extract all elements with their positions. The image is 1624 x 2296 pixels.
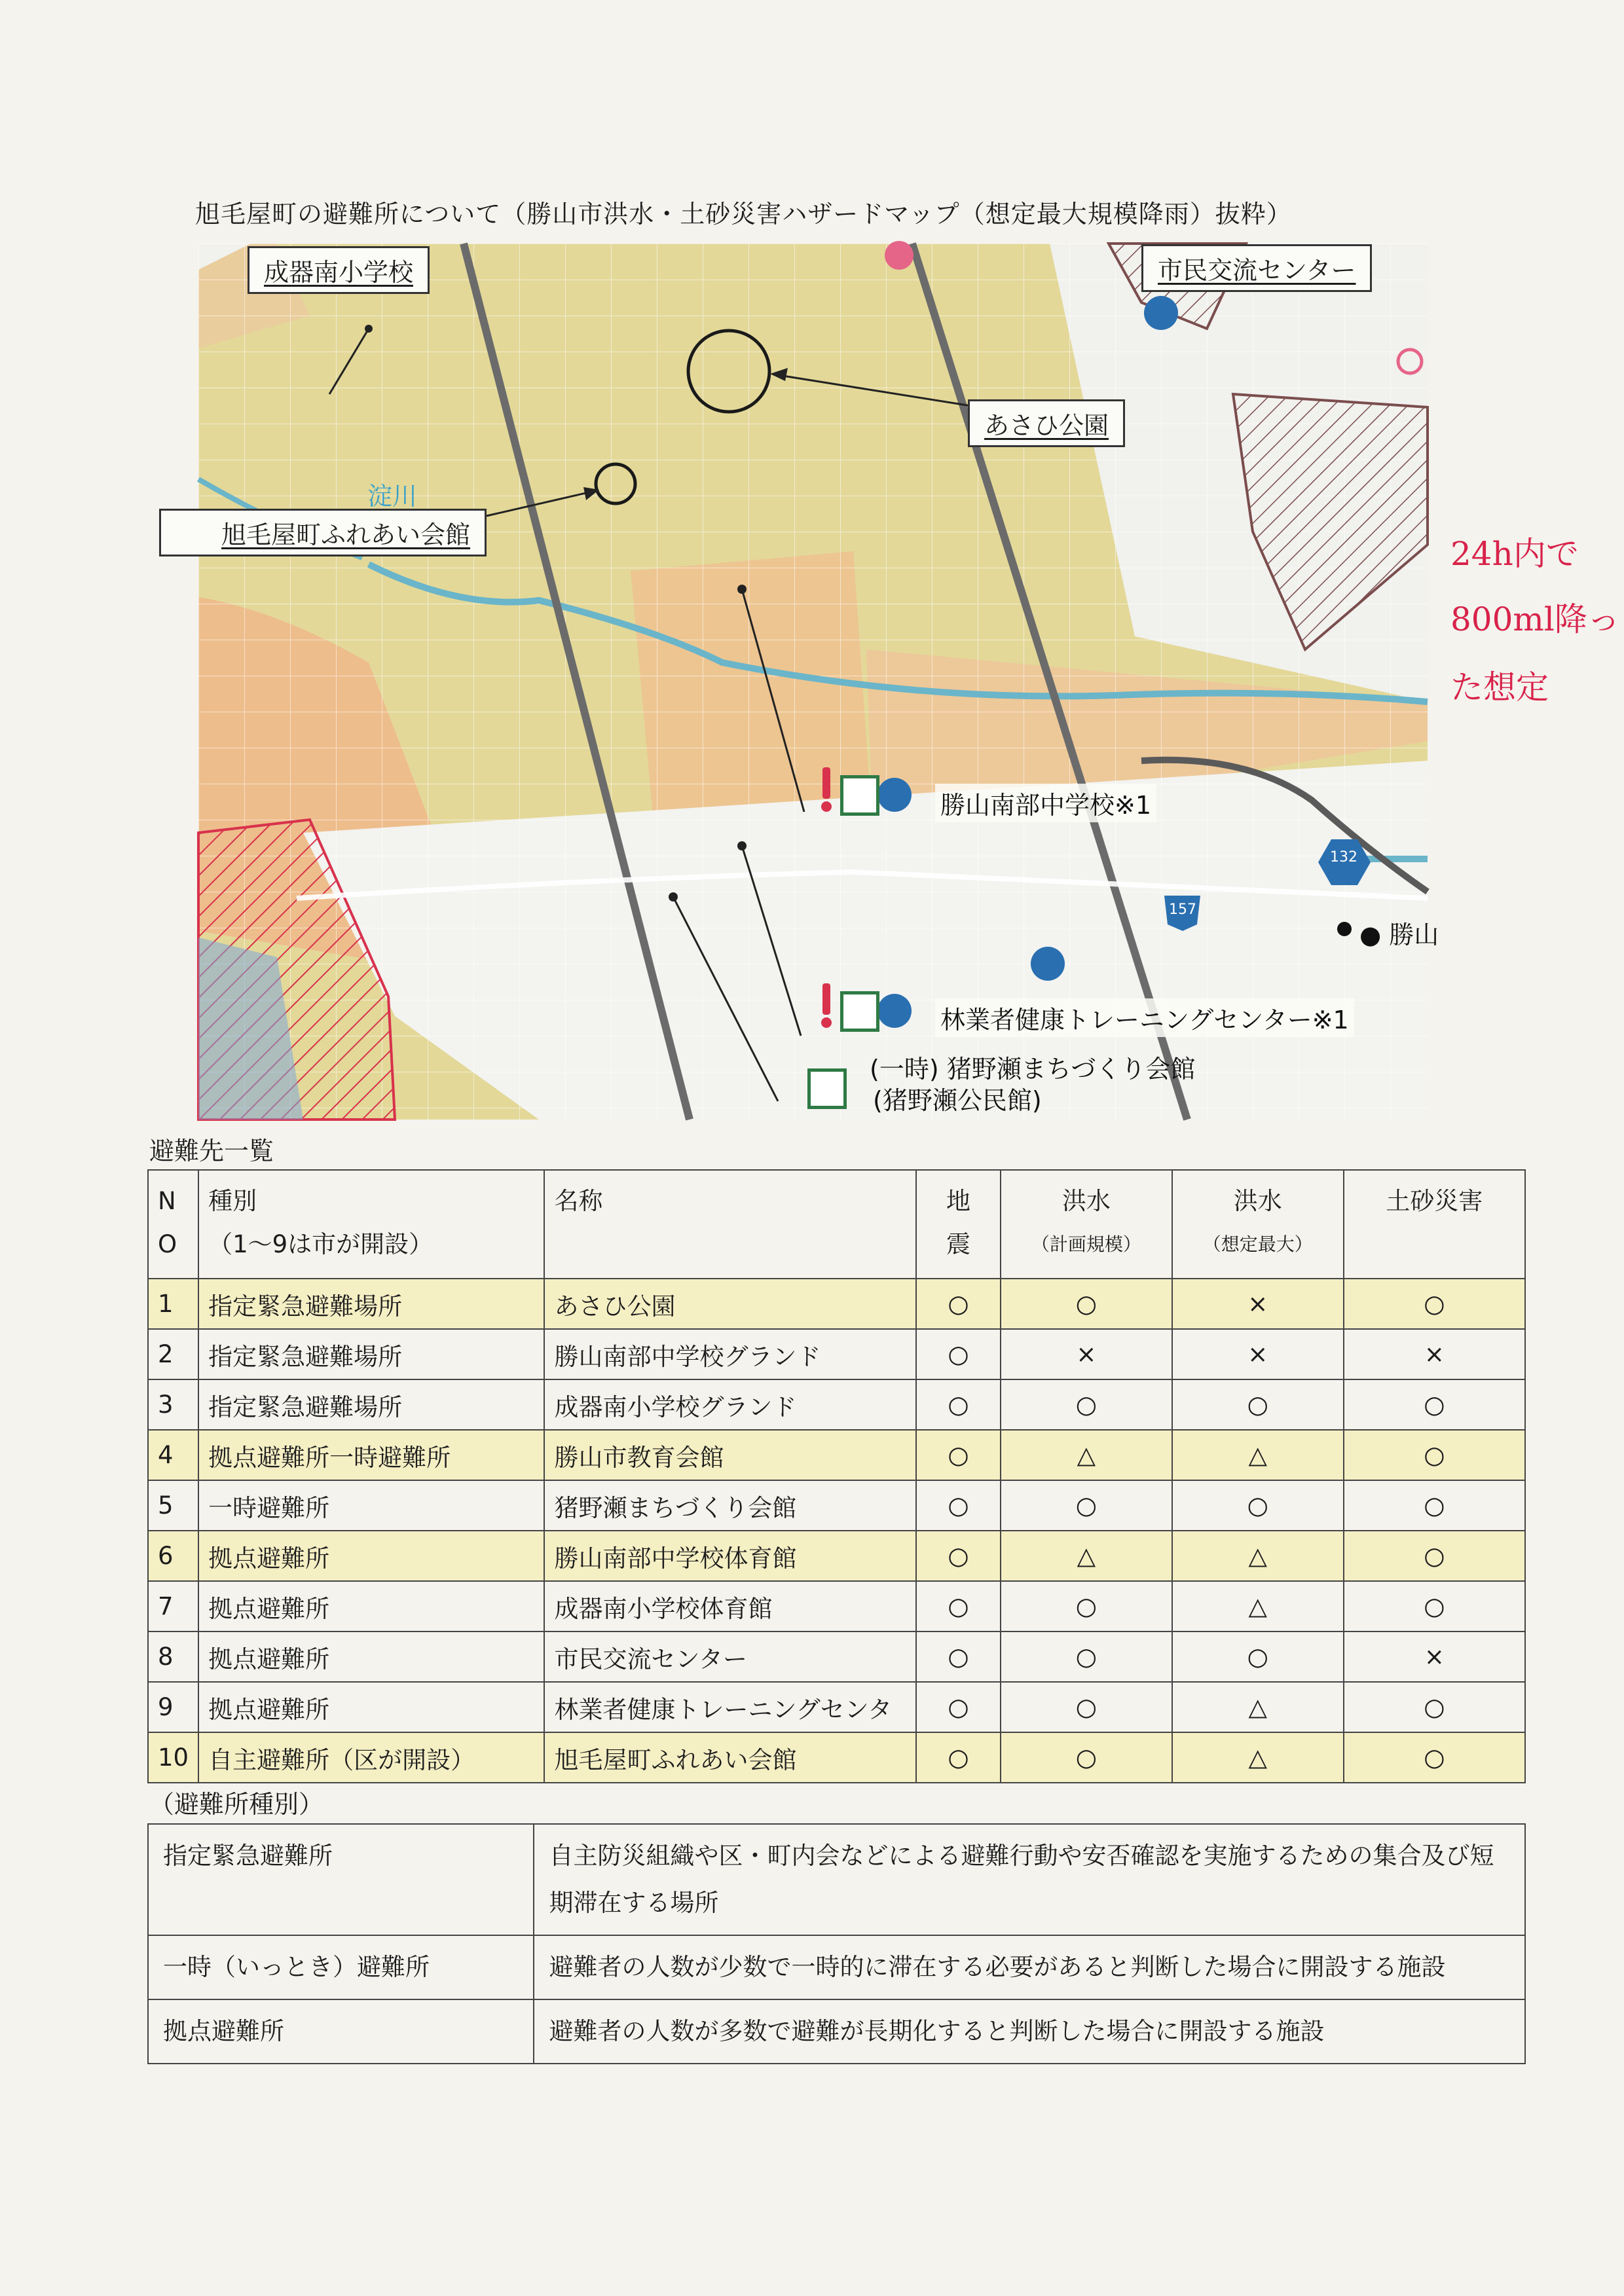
- shelter-row: [148, 1631, 1525, 1682]
- shelter-no: 2: [148, 1329, 198, 1379]
- landslide-rating: ×: [1344, 1329, 1525, 1379]
- shelter-table: [147, 1169, 1526, 1783]
- shelter-row: [148, 1480, 1525, 1531]
- shelter-type: 自主避難所（区が開設）: [198, 1732, 544, 1783]
- flood-plan-rating: ○: [1001, 1581, 1172, 1631]
- flood-plan-rating: △: [1001, 1531, 1172, 1581]
- shelter-no: 6: [148, 1531, 198, 1581]
- flood-plan-rating: ○: [1001, 1631, 1172, 1682]
- shelter-type: 指定緊急避難場所: [198, 1379, 544, 1430]
- flood-plan-rating: ×: [1001, 1329, 1172, 1379]
- earthquake-rating: ○: [916, 1379, 1001, 1430]
- shelter-type-term: 指定緊急避難所: [148, 1824, 534, 1935]
- shelter-row: [148, 1682, 1525, 1732]
- header-landslide: 土砂災害: [1344, 1170, 1525, 1279]
- earthquake-rating: ○: [916, 1279, 1001, 1329]
- flood-max-rating: △: [1172, 1732, 1344, 1783]
- hazard-map: [198, 244, 1439, 1120]
- flood-max-rating: △: [1172, 1531, 1344, 1581]
- landslide-rating: ○: [1344, 1531, 1525, 1581]
- map-label-seikinan: 成器南小学校: [248, 246, 430, 294]
- shelter-name: 成器南小学校グランド: [544, 1379, 916, 1430]
- shelter-no: 5: [148, 1480, 198, 1531]
- map-title: 旭毛屋町の避難所について（勝山市洪水・土砂災害ハザードマップ（想定最大規模降雨）抜粋）: [195, 200, 1292, 228]
- flood-max-rating: ×: [1172, 1279, 1344, 1329]
- shelter-type-description: 避難者の人数が多数で避難が長期化すると判断した場合に開設する施設: [534, 1999, 1525, 2064]
- header-type: 種別 （1～9は市が開設）: [198, 1170, 544, 1279]
- header-no: N O: [148, 1170, 198, 1279]
- shelter-type-row: [148, 1824, 1525, 1935]
- shelter-row: [148, 1430, 1525, 1480]
- shelter-no: 7: [148, 1581, 198, 1631]
- earthquake-rating: ○: [916, 1430, 1001, 1480]
- shelter-row: [148, 1279, 1525, 1329]
- handwritten-note-line-3: た想定: [1450, 668, 1549, 706]
- shelter-name: 勝山南部中学校グランド: [544, 1329, 916, 1379]
- shelter-name: 猪野瀬まちづくり会館: [544, 1480, 916, 1531]
- map-label-shimin: 市民交流センター: [1141, 244, 1372, 292]
- shelter-type: 一時避難所: [198, 1480, 544, 1531]
- landslide-rating: ○: [1344, 1430, 1525, 1480]
- header-name: 名称: [544, 1170, 916, 1279]
- landslide-rating: ○: [1344, 1379, 1525, 1430]
- flood-plan-rating: △: [1001, 1430, 1172, 1480]
- shelter-name: 勝山南部中学校体育館: [544, 1531, 916, 1581]
- shelter-name: あさひ公園: [544, 1279, 916, 1329]
- shelter-no: 3: [148, 1379, 198, 1430]
- shelter-no: 1: [148, 1279, 198, 1329]
- shelter-type: 拠点避難所: [198, 1682, 544, 1732]
- list-heading: 避難先一覧: [149, 1137, 274, 1165]
- shelter-name: 林業者健康トレーニングセンタ: [544, 1682, 916, 1732]
- map-label-katsuyama: ● 勝山: [1359, 920, 1439, 949]
- map-label-fureai: 旭毛屋町ふれあい会館: [159, 509, 487, 556]
- earthquake-rating: ○: [916, 1480, 1001, 1531]
- landslide-rating: ○: [1344, 1682, 1525, 1732]
- header-earthquake: 地 震: [916, 1170, 1001, 1279]
- map-label-asahi-park: あさひ公園: [968, 399, 1125, 447]
- shelter-row: [148, 1329, 1525, 1379]
- earthquake-rating: ○: [916, 1531, 1001, 1581]
- earthquake-rating: ○: [916, 1329, 1001, 1379]
- shelter-type: 指定緊急避難場所: [198, 1279, 544, 1329]
- shelter-type: 拠点避難所一時避難所: [198, 1430, 544, 1480]
- flood-max-rating: ○: [1172, 1480, 1344, 1531]
- earthquake-rating: ○: [916, 1682, 1001, 1732]
- shelter-no: 9: [148, 1682, 198, 1732]
- shelter-row: [148, 1379, 1525, 1430]
- earthquake-rating: ○: [916, 1581, 1001, 1631]
- shelter-type: 指定緊急避難場所: [198, 1329, 544, 1379]
- flood-max-rating: △: [1172, 1682, 1344, 1732]
- landslide-rating: ○: [1344, 1732, 1525, 1783]
- flood-max-rating: △: [1172, 1430, 1344, 1480]
- flood-max-rating: ○: [1172, 1379, 1344, 1430]
- map-label-minami-chu: 勝山南部中学校※1: [935, 784, 1156, 822]
- flood-plan-rating: ○: [1001, 1379, 1172, 1430]
- flood-plan-rating: ○: [1001, 1682, 1172, 1732]
- shelter-row: [148, 1581, 1525, 1631]
- handwritten-note-line-1: 24h内で: [1450, 535, 1579, 573]
- flood-max-rating: ×: [1172, 1329, 1344, 1379]
- shelter-no: 4: [148, 1430, 198, 1480]
- flood-max-rating: △: [1172, 1581, 1344, 1631]
- flood-plan-rating: ○: [1001, 1279, 1172, 1329]
- shelter-type: 拠点避難所: [198, 1631, 544, 1682]
- shelter-type-row: [148, 1999, 1525, 2064]
- earthquake-rating: ○: [916, 1631, 1001, 1682]
- shelter-name: 成器南小学校体育館: [544, 1581, 916, 1631]
- shelter-types-table: [147, 1823, 1526, 2064]
- shelter-no: 8: [148, 1631, 198, 1682]
- shelter-row: [148, 1732, 1525, 1783]
- shelter-no: 10: [148, 1732, 198, 1783]
- route-132-label: 132: [1330, 849, 1357, 866]
- shelter-type-description: 自主防災組織や区・町内会などによる避難行動や安否確認を実施するための集合及び短期滞在する場所: [534, 1824, 1525, 1935]
- shelter-name: 勝山市教育会館: [544, 1430, 916, 1480]
- landslide-rating: ○: [1344, 1279, 1525, 1329]
- map-label-inonose-1: (一時) 猪野瀬まちづくり会館: [870, 1055, 1196, 1084]
- types-heading: （避難所種別）: [149, 1790, 324, 1819]
- shelter-name: 市民交流センター: [544, 1631, 916, 1682]
- shelter-type: 拠点避難所: [198, 1531, 544, 1581]
- shelter-type-term: 拠点避難所: [148, 1999, 534, 2064]
- shelter-type-description: 避難者の人数が少数で一時的に滞在する必要があると判断した場合に開設する施設: [534, 1935, 1525, 1999]
- flood-plan-rating: ○: [1001, 1732, 1172, 1783]
- header-flood-plan: 洪水 （計画規模）: [1001, 1170, 1172, 1279]
- hazard-map-graphic: [198, 244, 1428, 1120]
- map-label-ringyo: 林業者健康トレーニングセンター※1: [935, 998, 1354, 1037]
- shelter-type-term: 一時（いっとき）避難所: [148, 1935, 534, 1999]
- landslide-rating: ○: [1344, 1581, 1525, 1631]
- map-label-yodogawa: 淀川: [367, 482, 418, 511]
- handwritten-note-line-2: 800ml降っ: [1450, 600, 1620, 638]
- flood-max-rating: ○: [1172, 1631, 1344, 1682]
- map-label-inonose-2: (猪野瀬公民館): [873, 1086, 1042, 1115]
- landslide-rating: ×: [1344, 1631, 1525, 1682]
- route-157-label: 157: [1169, 902, 1196, 918]
- earthquake-rating: ○: [916, 1732, 1001, 1783]
- shelter-type: 拠点避難所: [198, 1581, 544, 1631]
- shelter-name: 旭毛屋町ふれあい会館: [544, 1732, 916, 1783]
- shelter-table-header: [148, 1170, 1525, 1279]
- header-flood-max: 洪水 （想定最大）: [1172, 1170, 1344, 1279]
- shelter-type-row: [148, 1935, 1525, 1999]
- flood-plan-rating: ○: [1001, 1480, 1172, 1531]
- shelter-row: [148, 1531, 1525, 1581]
- landslide-rating: ○: [1344, 1480, 1525, 1531]
